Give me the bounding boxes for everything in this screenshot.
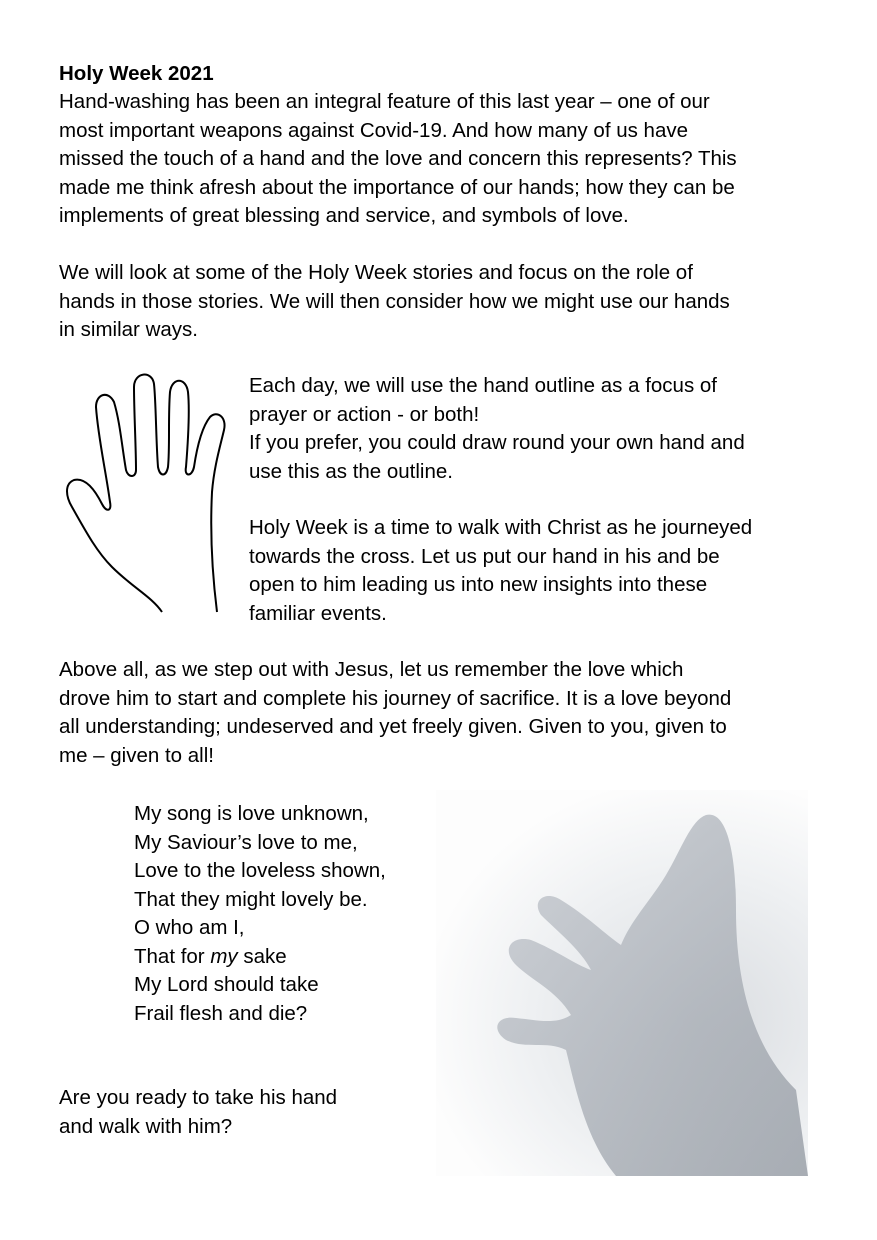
text-line: If you prefer, you could draw round your own hand and xyxy=(249,431,745,454)
reaching-hand-image xyxy=(436,790,808,1176)
text-line: made me think afresh about the importance of our hands; how they can be xyxy=(59,175,735,199)
text-line: me – given to all! xyxy=(59,743,214,767)
poem-line: Love to the loveless shown, xyxy=(134,859,386,882)
text-line: familiar events. xyxy=(249,601,387,625)
poem-text: That for xyxy=(134,944,211,968)
poem-line xyxy=(134,943,386,972)
text-line: prayer or action - or both! xyxy=(249,402,480,426)
text-line: all understanding; undeserved and yet freely given. Given to you, given to xyxy=(59,715,727,738)
text-line: open to him leading us into new insights into these xyxy=(249,573,708,596)
text-line: towards the cross. Let us put our hand in his and be xyxy=(249,544,720,568)
poem-line: My song is love unknown, xyxy=(134,802,369,825)
hand-photo-icon xyxy=(436,790,808,1176)
text-line: use this as the outline. xyxy=(249,459,453,483)
poem-line: My Lord should take xyxy=(134,973,319,996)
text-line: drove him to start and complete his journey of sacrifice. It is a love beyond xyxy=(59,686,732,710)
closing-question xyxy=(59,1084,337,1141)
text-line: We will look at some of the Holy Week stories and focus on the role of xyxy=(59,261,693,284)
side-paragraph-1 xyxy=(249,372,745,486)
poem-line: That they might lovely be. xyxy=(134,887,368,911)
hymn-verse xyxy=(134,800,386,1028)
poem-emphasis: my xyxy=(210,944,238,968)
focus-paragraph xyxy=(59,259,730,345)
side-paragraph-2 xyxy=(249,514,752,628)
text-line: Each day, we will use the hand outline as a focus of xyxy=(249,374,717,397)
intro-paragraph xyxy=(59,88,737,231)
text-line: Are you ready to take his hand xyxy=(59,1086,338,1109)
poem-line: My Saviour’s love to me, xyxy=(134,830,358,854)
love-paragraph xyxy=(59,656,731,770)
hand-outline-icon xyxy=(62,372,232,617)
page-title: Holy Week 2021 xyxy=(59,62,214,85)
poem-line: Frail flesh and die? xyxy=(134,1001,308,1025)
text-line: Holy Week is a time to walk with Christ as he journeyed xyxy=(249,516,753,539)
poem-text: sake xyxy=(237,944,287,968)
text-line: Above all, as we step out with Jesus, let us remember the love which xyxy=(59,658,684,681)
text-line: missed the touch of a hand and the love and concern this represents? This xyxy=(59,147,737,170)
text-line: implements of great blessing and service, and symbols of love. xyxy=(59,204,629,227)
poem-line: O who am I, xyxy=(134,916,245,939)
text-line: most important weapons against Covid-19. And how many of us have xyxy=(59,118,689,142)
text-line: Hand-washing has been an integral feature of this last year – one of our xyxy=(59,90,710,113)
text-line: and walk with him? xyxy=(59,1114,233,1138)
text-line: in similar ways. xyxy=(59,318,198,341)
text-line: hands in those stories. We will then consider how we might use our hands xyxy=(59,289,730,313)
